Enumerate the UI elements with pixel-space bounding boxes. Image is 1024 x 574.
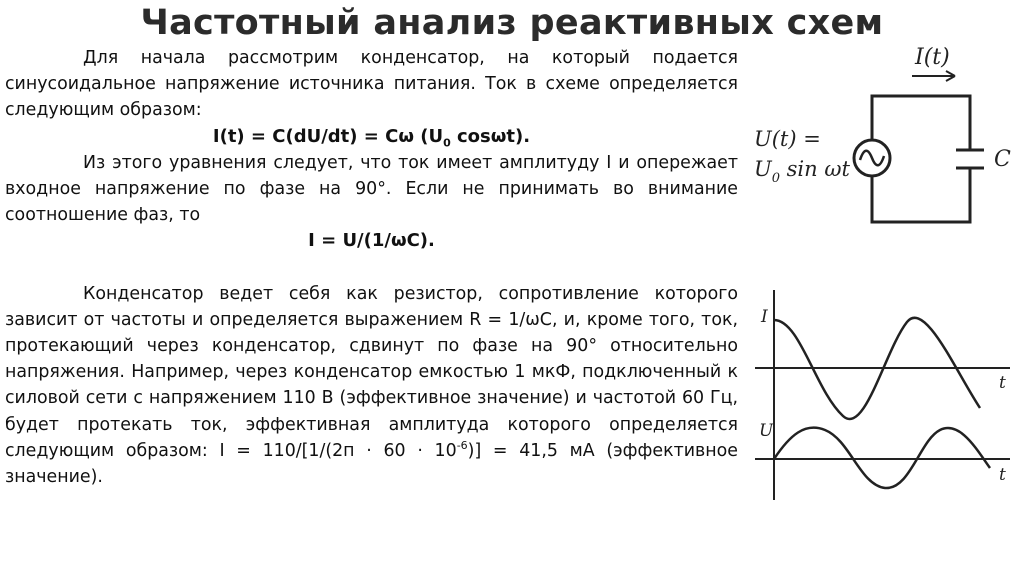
paragraph-phase: Из этого уравнения следует, что ток имеет амплитуду I и опережает входное напряжение по фазе на 90°. Если не принимать во внимание соотношение фаз, то	[5, 152, 738, 226]
paragraph-resistor	[5, 281, 738, 491]
waveform-graph	[755, 290, 1020, 505]
source-label-line1: U(t) =	[754, 127, 821, 151]
body-text	[5, 45, 738, 490]
para3-tail: )] = 41,5 мА (эффективное значение).	[5, 440, 739, 488]
source-label-line2: $U_0$ sin ωt	[754, 157, 850, 186]
eq1-tail: cosωt).	[450, 125, 531, 147]
eq1-main: I(t) = C(dU/dt) = Cω (U	[212, 125, 444, 147]
para3-sup: -6	[456, 439, 468, 453]
capacitor-label: C	[994, 147, 1011, 172]
para3-main: Конденсатор ведет себя как резистор, сопротивление которого зависит от частоты и определяется выражением R = 1/ωC, и, кроме того, ток, протекающий через конденсатор, сдвинут по фазе на 90° относительно напряжения. Например, через конденсатор емкостью 1 мкФ, подключенный к силовой сети с напряжением 110 В (эффективное значение) и частотой 60 Гц, будет протекать ток, эффективная амплитуда которого определяется следующим образом: I = 110/[1/(2п · 60 · 10	[5, 283, 738, 461]
t-axis-label-lower: t	[999, 465, 1006, 485]
t-axis-label-upper: t	[999, 373, 1006, 393]
paragraph-intro: Для начала рассмотрим конденсатор, на который подается синусоидальное напряжение источника питания. Ток в схеме определяется следующим образом:	[5, 48, 738, 121]
voltage-curve	[774, 428, 990, 488]
u-axis-label: U	[759, 421, 774, 441]
page-title: Частотный анализ реактивных схем	[140, 3, 884, 43]
current-label: I(t)	[915, 45, 950, 70]
equation-amplitude: I = U/(1/ωC).	[308, 230, 435, 252]
circuit-diagram	[750, 40, 1020, 240]
eq1-sub: 0	[443, 136, 451, 150]
i-axis-label: I	[761, 307, 768, 327]
equation-current	[5, 124, 738, 150]
